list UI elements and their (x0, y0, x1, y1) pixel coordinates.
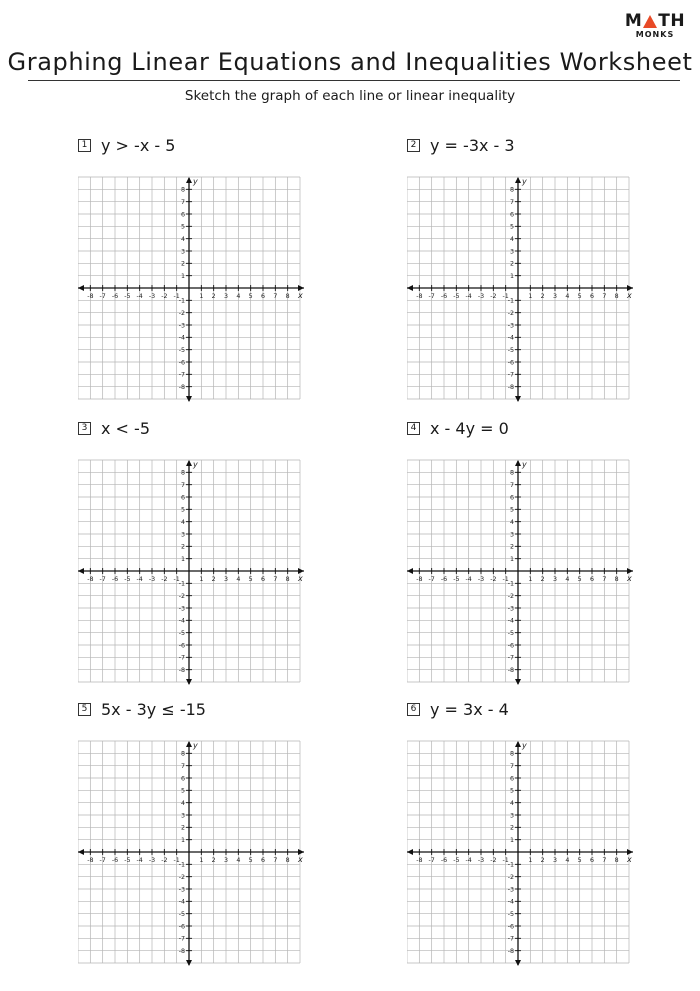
coordinate-grid (407, 176, 635, 402)
logo-letters-right: TH (658, 11, 686, 31)
x-tick-label: -4 (465, 576, 472, 583)
y-tick-label: 7 (180, 762, 185, 770)
y-tick-label: -8 (507, 666, 514, 674)
y-tick-label: 3 (180, 812, 185, 820)
x-tick-label: -5 (453, 576, 460, 583)
x-tick-label: 4 (565, 576, 570, 583)
x-tick-label: -2 (161, 293, 168, 300)
x-tick-label: 4 (236, 293, 241, 300)
x-tick-label: -6 (440, 857, 448, 864)
problem-equation: x - 4y = 0 (430, 418, 509, 438)
y-tick-label: -3 (507, 605, 514, 613)
x-tick-label: -4 (136, 576, 143, 583)
x-tick-label: -7 (99, 576, 106, 583)
problem-equation: x < -5 (101, 418, 150, 438)
y-tick-label: -7 (507, 371, 514, 379)
x-tick-label: 3 (223, 576, 229, 583)
y-tick-label: 4 (180, 235, 185, 243)
x-tick-label: -2 (161, 576, 168, 583)
problem-number: 1 (78, 139, 91, 152)
y-tick-label: -6 (507, 923, 514, 931)
y-tick-label: -2 (507, 309, 514, 317)
y-tick-label: 3 (509, 248, 514, 256)
worksheet-instructions: Sketch the graph of each line or linear inequality (184, 88, 516, 104)
x-tick-label: -2 (490, 576, 497, 583)
logo-letters-left: M (624, 11, 643, 31)
y-axis-arrow-up (186, 741, 192, 747)
x-tick-label: -3 (477, 293, 485, 300)
y-tick-label: -8 (507, 947, 514, 955)
coordinate-grid (78, 459, 306, 685)
x-tick-label: 3 (552, 293, 558, 300)
x-tick-label: -6 (440, 293, 448, 300)
x-tick-label: 1 (199, 857, 204, 864)
x-axis-arrow-left (407, 285, 413, 291)
x-axis-arrow-left (78, 285, 84, 291)
x-axis-arrow-left (78, 849, 84, 855)
y-tick-label: 6 (180, 211, 185, 219)
y-tick-label: 7 (180, 481, 185, 489)
problem-number: 5 (78, 703, 91, 716)
y-tick-label: -1 (178, 861, 185, 869)
x-tick-label: -3 (148, 293, 156, 300)
y-axis-label: y (522, 177, 527, 186)
y-tick-label: -5 (507, 629, 514, 637)
y-tick-label: -6 (507, 642, 514, 650)
x-tick-label: 7 (273, 857, 278, 864)
y-tick-label: 6 (180, 494, 185, 502)
x-tick-label: -8 (416, 576, 423, 583)
y-tick-label: 5 (180, 787, 185, 795)
x-axis-label: x (298, 574, 303, 583)
x-tick-label: 6 (589, 857, 595, 864)
x-tick-label: -4 (136, 857, 143, 864)
logo-subtext: MONKS (635, 30, 675, 39)
x-tick-label: -4 (465, 857, 472, 864)
y-tick-label: 7 (509, 481, 514, 489)
y-tick-label: 3 (180, 248, 185, 256)
x-tick-label: -2 (490, 857, 497, 864)
y-tick-label: 5 (180, 223, 185, 231)
problem-label (78, 699, 206, 719)
y-tick-label: -8 (178, 666, 185, 674)
x-axis-label: x (627, 855, 632, 864)
y-tick-label: 4 (180, 518, 185, 526)
y-tick-label: -4 (507, 334, 514, 342)
problem-number: 4 (407, 422, 420, 435)
y-tick-label: 8 (180, 469, 185, 477)
x-axis-label: x (627, 574, 632, 583)
x-tick-label: 6 (589, 293, 595, 300)
y-tick-label: -6 (507, 359, 514, 367)
x-tick-label: -3 (477, 576, 485, 583)
x-tick-label: -8 (87, 857, 94, 864)
y-tick-label: -2 (178, 309, 185, 317)
x-tick-label: 7 (602, 293, 607, 300)
y-axis-arrow-up (186, 177, 192, 183)
x-tick-label: -5 (124, 293, 131, 300)
y-tick-label: -8 (507, 383, 514, 391)
y-tick-label: -8 (178, 947, 185, 955)
y-tick-label: -1 (507, 297, 514, 305)
problem-number: 3 (78, 422, 91, 435)
x-tick-label: -6 (111, 576, 119, 583)
y-tick-label: 7 (180, 198, 185, 206)
coordinate-grid (407, 459, 635, 685)
y-tick-label: -5 (178, 346, 185, 354)
y-tick-label: -3 (178, 886, 185, 894)
y-tick-label: 2 (509, 824, 514, 832)
x-tick-label: 3 (223, 857, 229, 864)
x-tick-label: -8 (87, 576, 94, 583)
x-tick-label: 6 (260, 857, 266, 864)
y-tick-label: -1 (178, 580, 185, 588)
coordinate-grid (407, 740, 635, 966)
x-tick-label: -6 (111, 293, 119, 300)
x-tick-label: 2 (211, 293, 216, 300)
x-tick-label: 2 (540, 576, 545, 583)
x-tick-label: -7 (99, 293, 106, 300)
y-tick-label: -8 (178, 383, 185, 391)
y-tick-label: -4 (507, 898, 514, 906)
x-tick-label: 3 (223, 293, 229, 300)
coordinate-grid (78, 740, 306, 966)
x-axis-arrow-left (407, 568, 413, 574)
x-tick-label: -1 (502, 293, 509, 300)
x-tick-label: 1 (528, 857, 533, 864)
x-tick-label: -1 (502, 857, 509, 864)
y-tick-label: -7 (178, 371, 185, 379)
x-tick-label: -7 (428, 857, 435, 864)
x-axis-label: x (298, 855, 303, 864)
y-tick-label: -6 (178, 923, 185, 931)
y-tick-label: 4 (180, 799, 185, 807)
y-tick-label: 5 (509, 506, 514, 514)
x-tick-label: -8 (416, 857, 423, 864)
y-axis-label: y (193, 741, 198, 750)
x-tick-label: -5 (453, 293, 460, 300)
mathmonks-logo (620, 12, 690, 39)
x-axis-label: x (627, 291, 632, 300)
problem-number: 2 (407, 139, 420, 152)
x-tick-label: 5 (248, 293, 253, 300)
y-tick-label: 4 (509, 518, 514, 526)
y-tick-label: 6 (509, 775, 514, 783)
x-tick-label: 4 (565, 293, 570, 300)
x-tick-label: -7 (428, 576, 435, 583)
problem-label (407, 135, 515, 155)
y-tick-label: -6 (178, 642, 185, 650)
x-tick-label: -3 (148, 857, 156, 864)
y-axis-arrow-up (515, 741, 521, 747)
y-tick-label: -5 (178, 910, 185, 918)
y-tick-label: 1 (180, 272, 185, 280)
y-tick-label: -2 (178, 873, 185, 881)
x-tick-label: 1 (199, 576, 204, 583)
problem-label (78, 418, 150, 438)
x-tick-label: 7 (273, 293, 278, 300)
x-tick-label: -2 (161, 857, 168, 864)
y-tick-label: -6 (178, 359, 185, 367)
x-tick-label: 6 (260, 293, 266, 300)
y-tick-label: -3 (178, 322, 185, 330)
problem-equation: y = 3x - 4 (430, 699, 509, 719)
problem-label (407, 418, 509, 438)
x-tick-label: -4 (136, 293, 143, 300)
y-tick-label: 8 (509, 750, 514, 758)
x-tick-label: 1 (199, 293, 204, 300)
x-tick-label: -6 (440, 576, 448, 583)
problem-label (407, 699, 509, 719)
x-tick-label: 1 (528, 293, 533, 300)
y-tick-label: 6 (509, 494, 514, 502)
x-tick-label: -2 (490, 293, 497, 300)
y-tick-label: -7 (507, 654, 514, 662)
x-axis-arrow-left (407, 849, 413, 855)
x-tick-label: 4 (236, 576, 241, 583)
x-tick-label: 2 (540, 293, 545, 300)
y-tick-label: -3 (178, 605, 185, 613)
y-tick-label: 6 (180, 775, 185, 783)
y-tick-label: 8 (509, 469, 514, 477)
y-tick-label: 7 (509, 762, 514, 770)
y-tick-label: 1 (509, 836, 514, 844)
x-tick-label: -3 (148, 576, 156, 583)
x-tick-label: 5 (577, 576, 582, 583)
y-tick-label: -2 (507, 592, 514, 600)
x-tick-label: 6 (260, 576, 266, 583)
y-tick-label: -1 (507, 861, 514, 869)
y-tick-label: -5 (178, 629, 185, 637)
x-tick-label: 3 (552, 857, 558, 864)
y-tick-label: 3 (509, 812, 514, 820)
coordinate-grid (78, 176, 306, 402)
x-tick-label: 5 (248, 857, 253, 864)
x-tick-label: 1 (528, 576, 533, 583)
y-tick-label: -4 (507, 617, 514, 625)
y-tick-label: 1 (509, 272, 514, 280)
problem-number: 6 (407, 703, 420, 716)
y-tick-label: -4 (178, 334, 185, 342)
x-tick-label: 4 (565, 857, 570, 864)
y-axis-arrow-up (186, 460, 192, 466)
y-tick-label: 1 (180, 555, 185, 563)
y-tick-label: -5 (507, 910, 514, 918)
title-underline (28, 80, 680, 81)
y-tick-label: -3 (507, 322, 514, 330)
y-tick-label: -2 (178, 592, 185, 600)
problem-equation: 5x - 3y ≤ -15 (101, 699, 206, 719)
y-tick-label: -7 (178, 935, 185, 943)
problem-equation: y > -x - 5 (101, 135, 176, 155)
x-tick-label: 7 (602, 857, 607, 864)
x-tick-label: 5 (577, 293, 582, 300)
x-tick-label: -1 (502, 576, 509, 583)
x-tick-label: 6 (589, 576, 595, 583)
y-tick-label: 3 (180, 531, 185, 539)
x-tick-label: 2 (211, 576, 216, 583)
problem-label (78, 135, 175, 155)
x-tick-label: 7 (273, 576, 278, 583)
x-tick-label: -5 (453, 857, 460, 864)
x-tick-label: -7 (428, 293, 435, 300)
y-axis-label: y (522, 741, 527, 750)
y-axis-label: y (193, 177, 198, 186)
y-tick-label: -3 (507, 886, 514, 894)
y-tick-label: -7 (507, 935, 514, 943)
y-tick-label: -4 (178, 617, 185, 625)
x-axis-label: x (298, 291, 303, 300)
triangle-icon (643, 15, 657, 28)
x-tick-label: 4 (236, 857, 241, 864)
y-tick-label: 5 (180, 506, 185, 514)
x-tick-label: 7 (602, 576, 607, 583)
problem-equation: y = -3x - 3 (430, 135, 515, 155)
y-tick-label: -1 (507, 580, 514, 588)
x-tick-label: 2 (540, 857, 545, 864)
x-tick-label: -5 (124, 857, 131, 864)
x-tick-label: -8 (87, 293, 94, 300)
y-tick-label: 4 (509, 799, 514, 807)
y-tick-label: 2 (180, 543, 185, 551)
y-tick-label: 5 (509, 787, 514, 795)
logo-wordmark (620, 12, 690, 30)
x-tick-label: 5 (248, 576, 253, 583)
x-tick-label: -1 (173, 576, 180, 583)
x-tick-label: 8 (285, 293, 290, 300)
y-tick-label: -4 (178, 898, 185, 906)
x-tick-label: 8 (614, 293, 619, 300)
x-tick-label: 5 (577, 857, 582, 864)
x-tick-label: 8 (285, 576, 290, 583)
y-tick-label: 8 (180, 186, 185, 194)
y-tick-label: 8 (509, 186, 514, 194)
y-tick-label: 8 (180, 750, 185, 758)
x-tick-label: -4 (465, 293, 472, 300)
x-tick-label: -7 (99, 857, 106, 864)
y-tick-label: 1 (509, 555, 514, 563)
y-tick-label: 5 (509, 223, 514, 231)
x-tick-label: 3 (552, 576, 558, 583)
y-tick-label: -2 (507, 873, 514, 881)
x-tick-label: -3 (477, 857, 485, 864)
x-tick-label: 8 (614, 576, 619, 583)
y-axis-arrow-up (515, 177, 521, 183)
x-tick-label: 8 (614, 857, 619, 864)
y-tick-label: 2 (509, 260, 514, 268)
y-axis-label: y (522, 460, 527, 469)
x-tick-label: -8 (416, 293, 423, 300)
x-tick-label: 2 (211, 857, 216, 864)
y-tick-label: 2 (180, 824, 185, 832)
y-tick-label: 4 (509, 235, 514, 243)
y-tick-label: 6 (509, 211, 514, 219)
y-tick-label: 3 (509, 531, 514, 539)
y-tick-label: 2 (509, 543, 514, 551)
y-tick-label: 7 (509, 198, 514, 206)
x-tick-label: -5 (124, 576, 131, 583)
y-tick-label: 2 (180, 260, 185, 268)
y-tick-label: -1 (178, 297, 185, 305)
y-tick-label: -5 (507, 346, 514, 354)
y-tick-label: 1 (180, 836, 185, 844)
y-tick-label: -7 (178, 654, 185, 662)
x-axis-arrow-left (78, 568, 84, 574)
x-tick-label: -6 (111, 857, 119, 864)
x-tick-label: 8 (285, 857, 290, 864)
x-tick-label: -1 (173, 293, 180, 300)
y-axis-label: y (193, 460, 198, 469)
x-tick-label: -1 (173, 857, 180, 864)
worksheet-title: Graphing Linear Equations and Inequalities Worksheet (7, 48, 693, 76)
y-axis-arrow-up (515, 460, 521, 466)
